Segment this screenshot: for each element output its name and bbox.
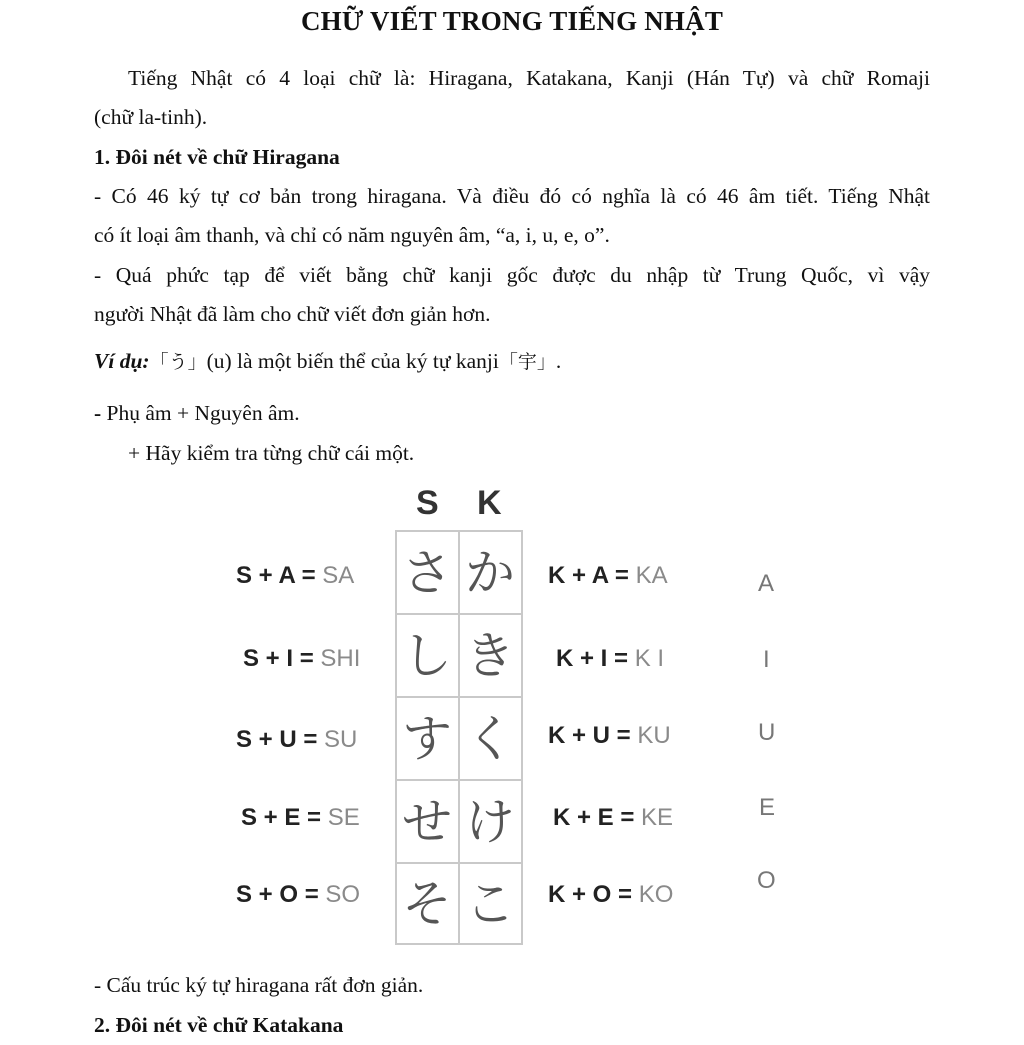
kana-ki: き [465, 627, 515, 685]
grid-line [521, 530, 523, 945]
formula-k-e: K + E = KE [553, 804, 674, 831]
intro-line-1: Tiếng Nhật có 4 loại chữ là: Hiragana, Katakana, Kanji (Hán Tự) và chữ Romaji [128, 66, 930, 90]
example-hiragana: 「う」 [149, 351, 207, 373]
check-line: + Hãy kiểm tra từng chữ cái một. [128, 441, 415, 465]
kana-su: す [402, 710, 452, 768]
rule-dash: - [94, 401, 102, 425]
section-1-heading: 1. Đôi nét về chữ Hiragana [94, 145, 340, 169]
kana-ku: く [465, 710, 515, 768]
kana-shi: し [402, 627, 452, 685]
formula-k-u: K + U = KU [548, 722, 671, 749]
vowel-u: U [758, 719, 776, 746]
vowel-a: A [758, 570, 775, 597]
kana-so: そ [402, 875, 452, 933]
vowel-i: I [763, 646, 770, 673]
formula-s-i: S + I = SHI [243, 645, 361, 672]
example-end: . [555, 349, 562, 373]
structure-note: - Cấu trúc ký tự hiragana rất đơn giản. [94, 973, 424, 997]
formula-k-a: K + A = KA [548, 562, 668, 589]
formula-s-u: S + U = SU [236, 726, 358, 753]
kana-se: せ [402, 793, 452, 851]
chart-header-k: K [477, 484, 502, 522]
formula-k-o: K + O = KO [548, 881, 674, 908]
kana-ko: こ [465, 875, 515, 933]
kana-sa: さ [402, 544, 452, 602]
section-1-p2-line-1: - Quá phức tạp để viết bằng chữ kanji gốc được du nhập từ Trung Quốc, vì vậy [94, 263, 930, 287]
vowel-o: O [757, 867, 776, 894]
formula-s-e: S + E = SE [241, 804, 360, 831]
section-1-p1-line-1: - Có 46 ký tự cơ bản trong hiragana. Và điều đó có nghĩa là có 46 âm tiết. Tiếng Nhật [94, 184, 930, 208]
intro-line-2: (chữ la-tinh). [94, 105, 208, 129]
section-1-p1-line-2: có ít loại âm thanh, và chỉ có năm nguyên âm, “a, i, u, e, o”. [94, 223, 610, 247]
rule-text: Phụ âm + Nguyên âm. [101, 401, 300, 425]
formula-s-a: S + A = SA [236, 562, 355, 589]
example-text: (u) là một biến thể của ký tự kanji [206, 349, 499, 373]
rule-line [94, 394, 300, 433]
formula-k-i: K + I = K I [556, 645, 665, 672]
kana-ke: け [465, 793, 515, 851]
kana-ka: か [465, 544, 515, 602]
example-label: Ví dụ: [94, 349, 150, 373]
chart-header-s: S [416, 484, 439, 522]
example-line [94, 342, 561, 382]
section-2-heading: 2. Đôi nét về chữ Katakana [94, 1013, 344, 1037]
page-title: CHỮ VIẾT TRONG TIẾNG NHẬT [300, 6, 724, 36]
formula-s-o: S + O = SO [236, 881, 361, 908]
kana-grid [395, 530, 523, 945]
section-1-p2-line-2: người Nhật đã làm cho chữ viết đơn giản hơn. [94, 302, 491, 326]
example-kanji: 「宇」 [498, 351, 556, 373]
vowel-e: E [759, 794, 776, 821]
